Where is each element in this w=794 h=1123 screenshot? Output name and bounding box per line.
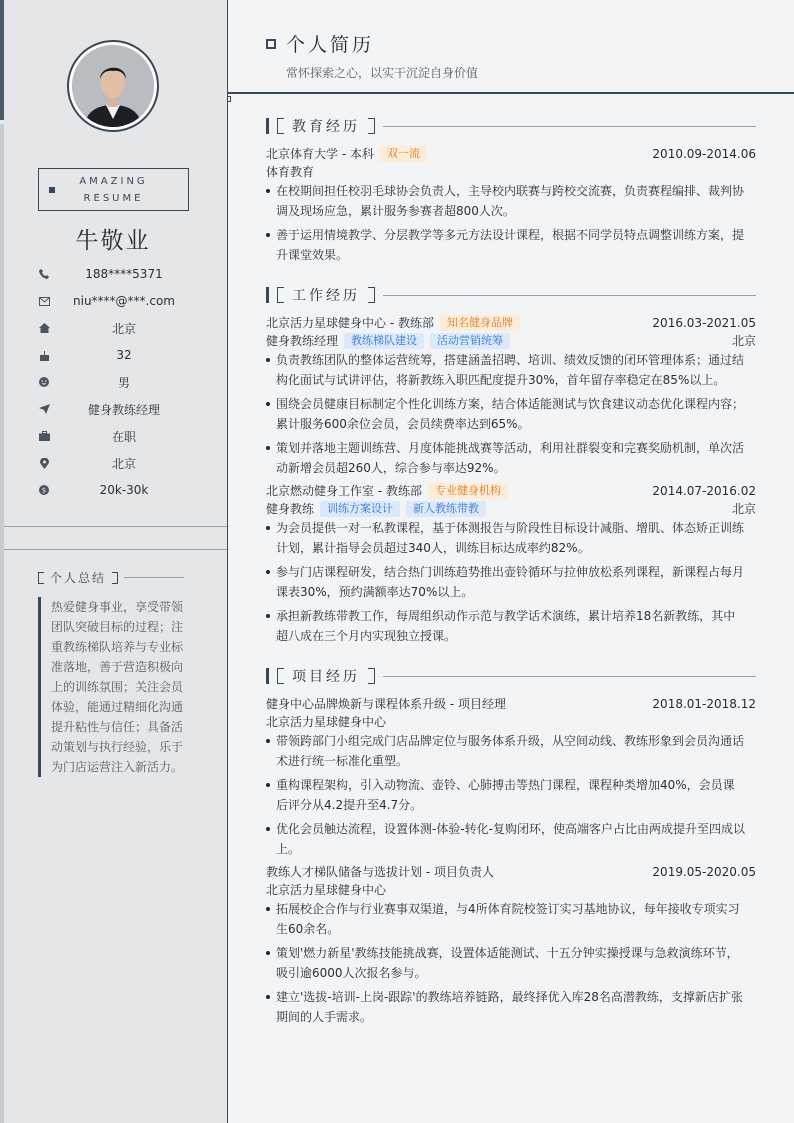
list-item: 围绕会员健康目标制定个性化训练方案，结合体适能测试与饮食建议动态优化课程内容；累计服务600余位会员，会员续费率达到65%。	[266, 394, 746, 434]
job-role: 健身教练	[266, 502, 315, 516]
project-name: 教练人才梯队储备与选拔计划 - 项目负责人	[266, 865, 494, 879]
badge-line-1: AMAZING	[79, 176, 148, 187]
cake-icon	[38, 349, 50, 361]
job-role: 健身教练经理	[266, 334, 339, 348]
briefcase-icon	[38, 430, 50, 442]
page-title	[266, 30, 374, 57]
list-item: 承担新教练带教工作，每周组织动作示范与教学话术演练，累计培养18名新教练，其中超八成在三个月内实现独立授课。	[266, 606, 746, 646]
info-email	[38, 291, 198, 311]
section-education	[266, 116, 756, 136]
location-icon	[38, 457, 50, 469]
education-major: 体育教育	[266, 165, 315, 179]
section-bar	[266, 118, 269, 134]
bracket-left-icon	[38, 572, 44, 584]
list-item: 负责教练团队的整体运营统筹，搭建涵盖招聘、培训、绩效反馈的闭环管理体系；通过结构化面试与试讲评估，将新教练入职匹配度提升30%，首年留存率稳定在85%以上。	[266, 350, 746, 390]
skill-tag: 训练方案设计	[320, 501, 400, 517]
section-title: 教育经历	[292, 119, 360, 135]
section-line	[383, 126, 756, 127]
location-value: 北京	[111, 456, 136, 471]
skill-tag: 新人教练带教	[406, 501, 486, 517]
education-date: 2010.09-2014.06	[652, 147, 756, 161]
sidebar-divider-2	[4, 549, 227, 550]
bracket-left-icon	[277, 118, 284, 134]
list-item: 拓展校企合作与行业赛事双渠道，与4所体育院校签订实习基地协议，每年接收专项实习生60余名。	[266, 899, 746, 939]
project-org-row	[266, 881, 756, 899]
info-location	[38, 453, 198, 473]
svg-text:$: $	[41, 486, 47, 495]
resume-badge	[38, 168, 189, 211]
sidebar-accent-bar-lower	[0, 124, 4, 1123]
job-header	[266, 482, 756, 500]
bracket-right-icon	[368, 668, 375, 684]
bracket-right-icon	[112, 572, 118, 584]
job-date: 2014.07-2016.02	[652, 484, 756, 498]
section-work	[266, 285, 756, 305]
header-marker	[227, 96, 231, 102]
person-photo-icon	[72, 45, 154, 127]
job-role-row	[266, 500, 756, 518]
list-item: 善于运用情境教学、分层教学等多元方法设计课程，根据不同学员特点调整训练方案，提升课堂效果。	[266, 225, 746, 265]
summary-heading	[38, 569, 184, 586]
job-company: 北京活力星球健身中心 - 教练部	[266, 316, 434, 330]
info-age	[38, 345, 198, 365]
job-company: 北京燃动健身工作室 - 教练部	[266, 484, 422, 498]
smile-icon	[38, 376, 50, 388]
project-org-row	[266, 713, 756, 731]
info-phone	[38, 264, 198, 284]
job-header	[266, 314, 756, 332]
list-item: 在校期间担任校羽毛球协会负责人，主导校内联赛与跨校交流赛，负责赛程编排、裁判协调及现场应急，累计服务参赛者超800人次。	[266, 181, 746, 221]
list-item: 优化会员触达流程，设置体测-体验-转化-复购闭环，使高端客户占比由两成提升至四成以上。	[266, 819, 746, 859]
list-item: 建立'选拔-培训-上岗-跟踪'的教练培养链路，最终择优入库28名高潜教练，支撑新店扩张期间的人手需求。	[266, 987, 746, 1027]
candidate-name: 牛敬业	[75, 228, 151, 254]
project-header	[266, 695, 756, 713]
avatar	[67, 40, 159, 132]
badge-square-icon	[49, 187, 55, 193]
section-title: 工作经历	[292, 288, 360, 304]
summary-title: 个人总结	[50, 571, 107, 585]
school-name: 北京体育大学 - 本科	[266, 147, 374, 161]
project-name: 健身中心品牌焕新与课程体系升级 - 项目经理	[266, 697, 506, 711]
section-bar	[266, 287, 269, 303]
phone-value: 188****5371	[85, 267, 163, 281]
phone-icon	[38, 268, 50, 280]
project-date: 2018.01-2018.12	[652, 697, 756, 711]
info-gender	[38, 372, 198, 392]
job-city: 北京	[731, 502, 756, 516]
education-header	[266, 145, 756, 163]
badge-line-2: RESUME	[83, 193, 144, 204]
mail-icon	[38, 295, 50, 307]
money-icon	[38, 484, 50, 496]
section-title: 项目经历	[292, 669, 360, 685]
job-city: 北京	[731, 334, 756, 348]
list-item: 带领跨部门小组完成门店品牌定位与服务体系升级，从空间动线、教练形象到会员沟通话术进行统一标准化重塑。	[266, 731, 746, 771]
school-tag: 双一流	[380, 146, 427, 162]
sidebar-accent-bar	[0, 0, 4, 120]
skill-tag: 教练梯队建设	[344, 333, 424, 349]
bracket-right-icon	[368, 287, 375, 303]
company-tag: 专业健身机构	[428, 483, 508, 499]
info-status	[38, 426, 198, 446]
section-line	[383, 295, 756, 296]
info-position	[38, 399, 198, 419]
job-date: 2016.03-2021.05	[652, 316, 756, 330]
position-value: 健身教练经理	[87, 402, 160, 417]
project-header	[266, 863, 756, 881]
bracket-left-icon	[277, 668, 284, 684]
email-value: niu****@***.com	[73, 294, 175, 308]
send-icon	[38, 403, 50, 415]
gender-value: 男	[117, 375, 130, 390]
company-tag: 知名健身品牌	[440, 315, 520, 331]
bracket-right-icon	[368, 118, 375, 134]
section-projects	[266, 666, 756, 686]
info-home	[38, 318, 198, 338]
list-item: 参与门店课程研发，结合热门训练趋势推出壶铃循环与拉伸放松系列课程，新课程占每月课表30%，预约满额率达70%以上。	[266, 562, 746, 602]
summary-title-line	[124, 577, 184, 578]
page-subtitle: 常怀探索之心，以实干沉淀自身价值	[286, 66, 479, 80]
project-org: 北京活力星球健身中心	[266, 715, 387, 729]
home-icon	[38, 322, 50, 334]
header-divider	[228, 92, 794, 94]
page-title-text: 个人简历	[286, 34, 375, 56]
list-item: 策划并落地主题训练营、月度体能挑战赛等活动，利用社群裂变和完赛奖励机制，单次活动新增会员超260人，综合参与率达92%。	[266, 438, 746, 478]
bracket-left-icon	[277, 287, 284, 303]
salary-value: 20k-30k	[99, 483, 149, 497]
list-item: 策划'燃力新星'教练技能挑战赛，设置体适能测试、十五分钟实操授课与急救演练环节，吸引逾6000人次报名参与。	[266, 943, 746, 983]
skill-tag: 活动营销统筹	[430, 333, 510, 349]
sidebar-divider-1	[4, 526, 227, 527]
list-item: 重构课程架构，引入动物流、壶铃、心肺搏击等热门课程，课程种类增加40%，会员课后评分从4.2提升至4.7分。	[266, 775, 746, 815]
age-value: 32	[116, 348, 132, 362]
job-role-row	[266, 332, 756, 350]
home-value: 北京	[111, 321, 136, 336]
project-org: 北京活力星球健身中心	[266, 883, 387, 897]
title-square-icon	[266, 39, 276, 49]
section-bar	[266, 668, 269, 684]
education-major-row	[266, 163, 756, 181]
sidebar	[0, 0, 228, 1123]
project-date: 2019.05-2020.05	[652, 865, 756, 879]
list-item: 为会员提供一对一私教课程，基于体测报告与阶段性目标设计减脂、增肌、体态矫正训练计划，累计指导会员超过340人，训练目标达成率约82%。	[266, 518, 746, 558]
status-value: 在职	[111, 429, 136, 444]
section-line	[383, 676, 756, 677]
avatar-photo	[72, 45, 154, 127]
summary-text: 热爱健身事业，享受带领团队突破目标的过程；注重教练梯队培养与专业标准落地，善于营造积极向上的训练氛围；关注会员体验，能通过精细化沟通提升粘性与信任；具备活动策划与执行经验，乐于为门店运营注入新活力。	[38, 597, 188, 777]
info-salary	[38, 480, 198, 500]
